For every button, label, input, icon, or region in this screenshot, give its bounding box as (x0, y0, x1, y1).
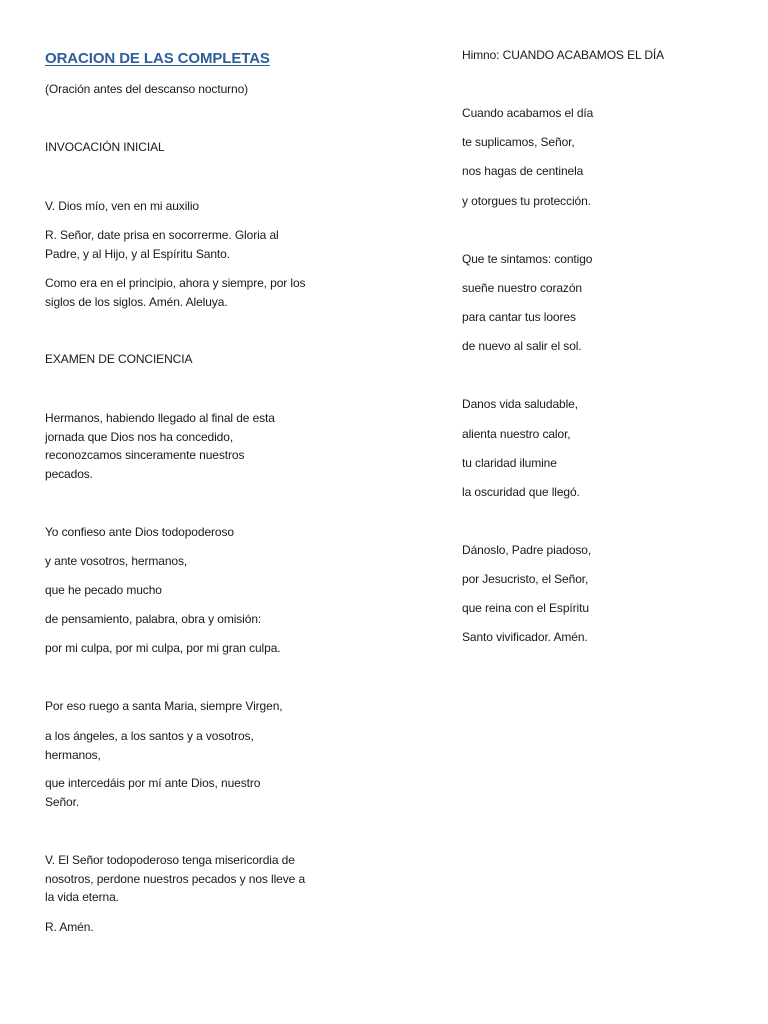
page-title: ORACION DE LAS COMPLETAS (45, 50, 270, 67)
invocacion-response: R. Señor, date prisa en socorrerme. Gloria al Padre, y al Hijo, y al Espíritu Santo. (45, 228, 279, 261)
himno-line: y otorgues tu protección. (462, 194, 591, 208)
ruego-line: Por eso ruego a santa Maria, siempre Virgen, (45, 699, 283, 713)
examen-heading: EXAMEN DE CONCIENCIA (45, 352, 193, 366)
ruego-line: que intercedáis por mí ante Dios, nuestro Señor. (45, 776, 261, 809)
himno-line: Santo vivificador. Amén. (462, 630, 588, 644)
himno-line: de nuevo al salir el sol. (462, 339, 582, 353)
himno-line: Cuando acabamos el día (462, 106, 594, 120)
confiteor-line: Yo confieso ante Dios todopoderoso (45, 525, 234, 539)
page-subtitle: (Oración antes del descanso nocturno) (45, 82, 249, 96)
examen-text: Hermanos, habiendo llegado al final de esta jornada que Dios nos ha concedido, reconozcamos sinceramente nuestros pecados. (45, 411, 275, 481)
himno-line: sueñe nuestro corazón (462, 281, 582, 295)
invocacion-versicle: V. Dios mío, ven en mi auxilio (45, 199, 199, 213)
absolucion-response: R. Amén. (45, 920, 94, 934)
ruego-line: a los ángeles, a los santos y a vosotros, hermanos, (45, 729, 254, 762)
absolucion-versicle: V. El Señor todopoderoso tenga misericordia de nosotros, perdone nuestros pecados y nos lleve a la vida eterna. (45, 853, 306, 904)
himno-line: por Jesucristo, el Señor, (462, 572, 589, 586)
invocacion-gloria: Como era en el principio, ahora y siempre, por los siglos de los siglos. Amén. Aleluya. (45, 276, 306, 309)
himno-line: la oscuridad que llegó. (462, 485, 580, 499)
himno-line: te suplicamos, Señor, (462, 135, 575, 149)
confiteor-line: y ante vosotros, hermanos, (45, 554, 188, 568)
himno-line: Danos vida saludable, (462, 397, 578, 411)
himno-line: alienta nuestro calor, (462, 427, 571, 441)
himno-line: que reina con el Espíritu (462, 601, 589, 615)
himno-line: tu claridad ilumine (462, 456, 557, 470)
himno-line: nos hagas de centinela (462, 164, 584, 178)
confiteor-line: que he pecado mucho (45, 583, 162, 597)
himno-line: Dánoslo, Padre piadoso, (462, 543, 592, 557)
himno-line: para cantar tus loores (462, 310, 576, 324)
invocacion-heading: INVOCACIÓN INICIAL (45, 140, 165, 154)
himno-line: Que te sintamos: contigo (462, 252, 593, 266)
confiteor-line: de pensamiento, palabra, obra y omisión: (45, 612, 262, 626)
confiteor-line: por mi culpa, por mi culpa, por mi gran culpa. (45, 641, 281, 655)
himno-heading: Himno: CUANDO ACABAMOS EL DÍA (462, 48, 665, 62)
